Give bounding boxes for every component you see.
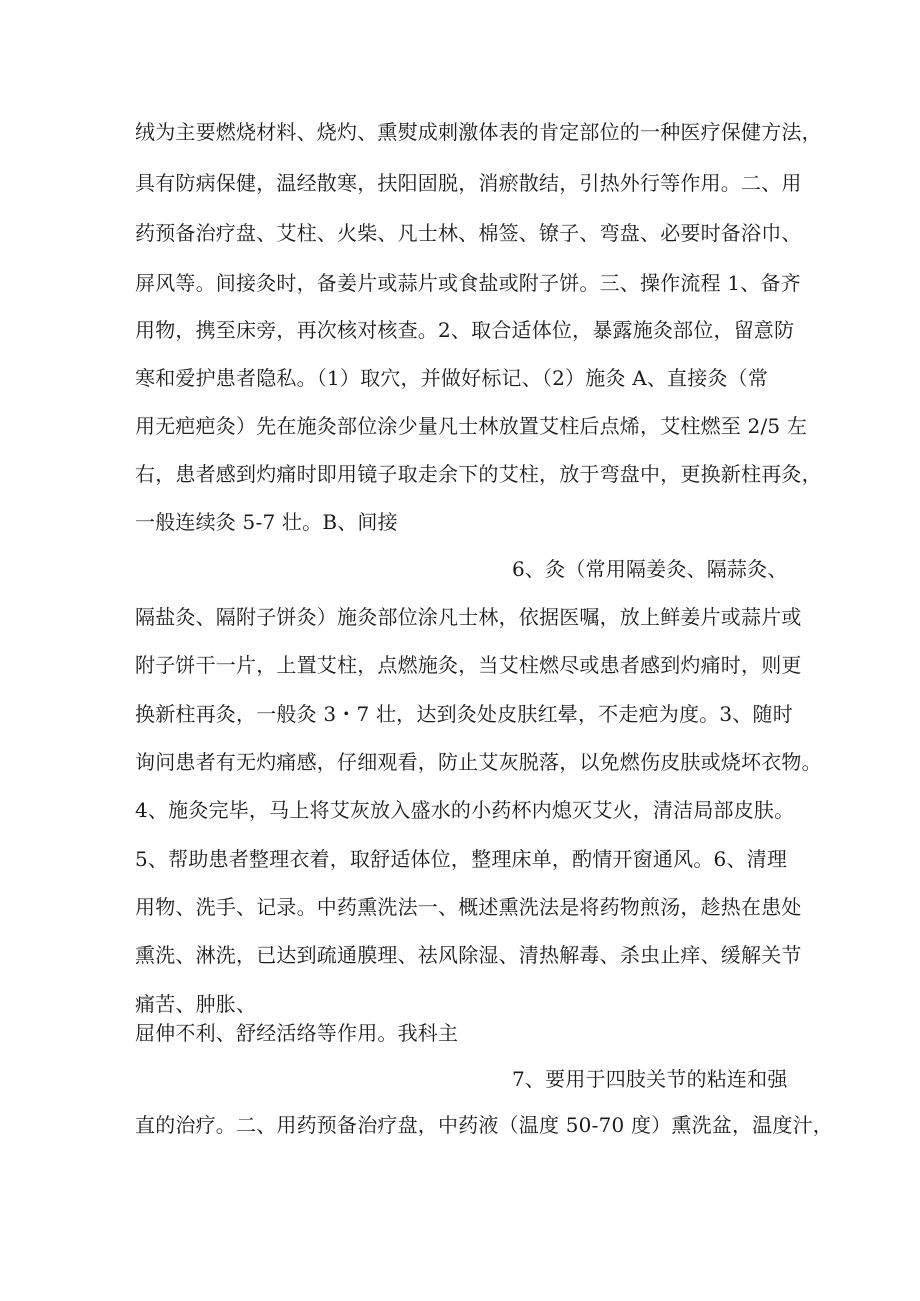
text-line: 用无疤疤灸）先在施灸部位涂少量凡士林放置艾柱后点烯，艾柱燃至 2/5 左 — [135, 414, 808, 438]
text-line: 熏洗、淋洗，已达到疏通膜理、祛风除湿、清热解毒、杀虫止痒、缓解关节 — [135, 943, 802, 967]
text-line: 7、要用于四肢关节的粘连和强 — [512, 1067, 788, 1091]
text-line: 绒为主要燃烧材料、烧灼、熏熨成刺激体表的肯定部位的一种医疗保健方法， — [135, 120, 822, 144]
text-line: 寒和爱护患者隐私。（1）取穴，并做好标记、（2）施灸 A、直接灸（常 — [135, 366, 769, 390]
text-line: 5、帮助患者整理衣着，取舒适体位，整理床单，酌情开窗通风。6、清理 — [135, 847, 788, 871]
text-line: 屈伸不利、舒经活络等作用。我科主 — [135, 1021, 459, 1045]
text-line: 用物、洗手、记录。中药熏洗法一、概述熏洗法是将药物煎汤，趁热在患处 — [135, 895, 802, 919]
text-line: 屏风等。间接灸时，备姜片或蒜片或食盐或附子饼。三、操作流程 1、备齐 — [135, 271, 801, 295]
text-line: 隔盐灸、隔附子饼灸）施灸部位涂凡士林，依据医嘱，放上鲜姜片或蒜片或 — [135, 605, 802, 629]
text-line: 用物，携至床旁，再次核对核查。2、取合适体位，暴露施灸部位，留意防 — [135, 318, 795, 342]
text-line: 6、灸（常用隔姜灸、隔蒜灸、 — [512, 557, 788, 581]
text-line: 直的治疗。二、用药预备治疗盘，中药液（温度 50-70 度）熏洗盆，温度汁， — [135, 1113, 833, 1137]
text-line: 一般连续灸 5-7 壮。B、间接 — [135, 510, 398, 534]
text-line: 具有防病保健，温经散寒，扶阳固脱，消瘀散结，引热外行等作用。二、用 — [135, 171, 802, 195]
text-line: 痛苦、肿胀、 — [135, 992, 257, 1016]
text-line: 询问患者有无灼痛感，仔细观看，防止艾灰脱落，以免燃伤皮肤或烧坏衣物。 — [135, 750, 822, 774]
text-line: 右，患者感到灼痛时即用镜子取走余下的艾柱，放于弯盘中，更换新柱再灸， — [135, 462, 822, 486]
text-line: 换新柱再灸，一般灸 3・7 壮，达到灸处皮肤红晕，不走疤为度。3、随时 — [135, 702, 793, 726]
text-line: 附子饼干一片，上置艾柱，点燃施灸，当艾柱燃尽或患者感到灼痛时，则更 — [135, 653, 802, 677]
text-line: 药预备治疗盘、艾柱、火柴、凡士林、棉签、镣子、弯盘、必要时备浴巾、 — [135, 221, 802, 245]
text-line: 4、施灸完毕，马上将艾灰放入盛水的小药杯内熄灭艾火，清洁局部皮肤。 — [135, 798, 795, 822]
